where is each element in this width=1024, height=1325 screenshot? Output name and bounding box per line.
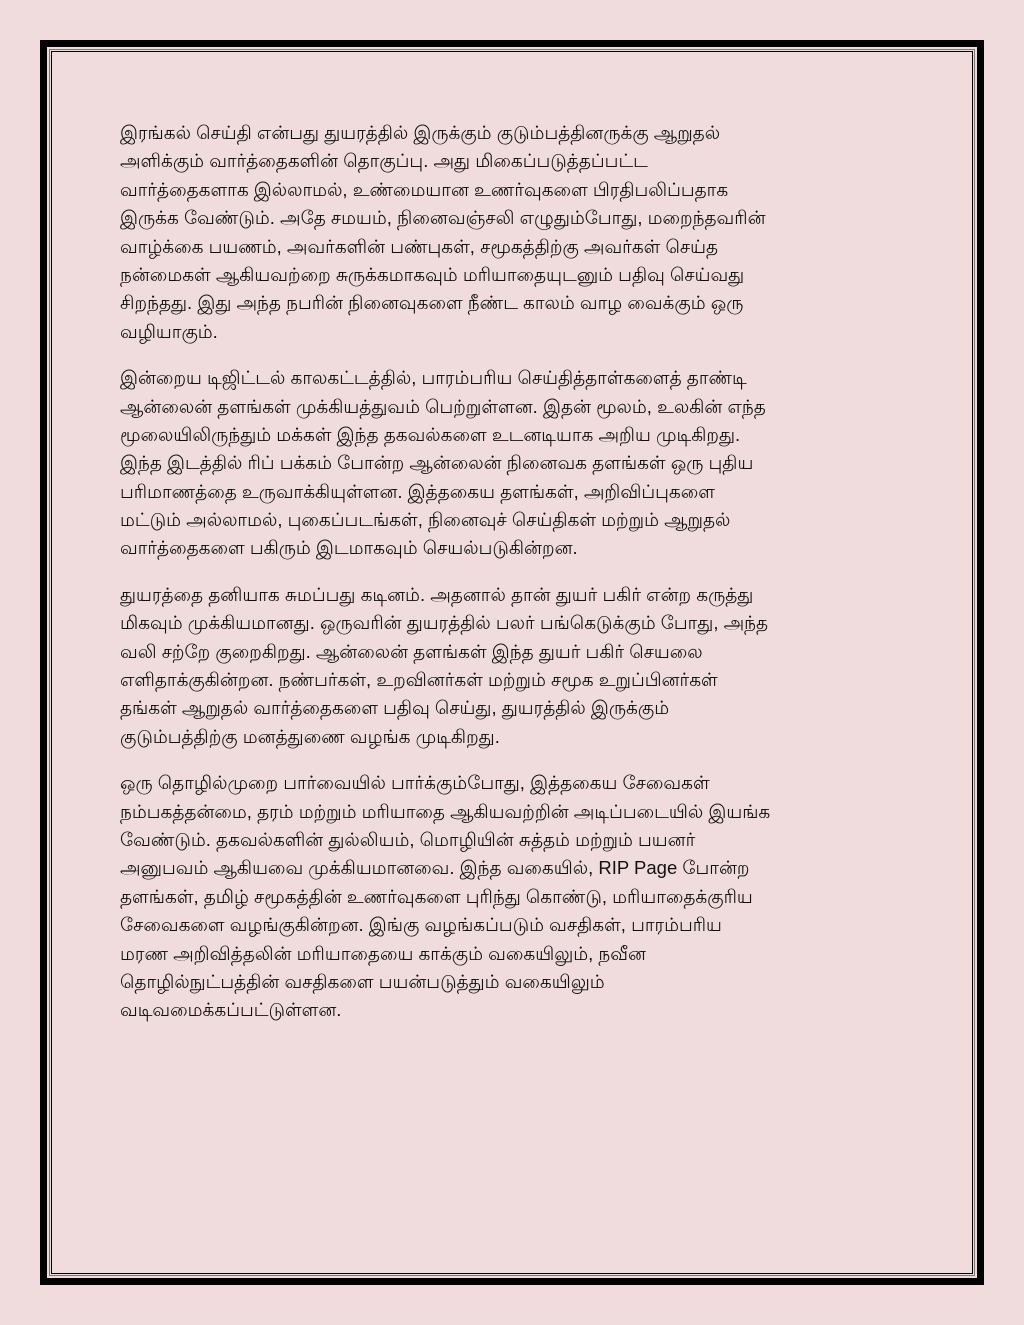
text-line: வாழ்க்கை பயணம், அவர்களின் பண்புகள், சமூகத்திற்கு அவர்கள் செய்த — [120, 235, 719, 257]
document-body — [120, 119, 920, 1043]
text-line: தங்கள் ஆறுதல் வார்த்தைகளை பதிவு செய்து, துயரத்தில் இருக்கும் — [120, 697, 670, 719]
paragraph — [120, 581, 920, 751]
text-line: வழியாகும். — [120, 320, 218, 342]
text-line: தொழில்நுட்பத்தின் வசதிகளை பயன்படுத்தும் வகையிலும் — [120, 970, 605, 992]
text-line: அனுபவம் ஆகியவை முக்கியமானவை. இந்த வகையில், RIP Page போன்ற — [120, 857, 750, 879]
text-line: இருக்க வேண்டும். அதே சமயம், நினைவஞ்சலி எழுதும்போது, மறைந்தவரின் — [120, 207, 766, 229]
text-line: துயரத்தை தனியாக சுமப்பது கடினம். அதனால் தான் துயர் பகிர் என்ற கருத்து — [120, 583, 754, 605]
text-line: மூலையிலிருந்தும் மக்கள் இந்த தகவல்களை உடனடியாக அறிய முடிகிறது. — [120, 423, 741, 445]
text-line: இரங்கல் செய்தி என்பது துயரத்தில் இருக்கும் குடும்பத்தினருக்கு ஆறுதல் — [120, 122, 721, 143]
text-line: ஒரு தொழில்முறை பார்வையில் பார்க்கும்போது, இத்தகைய சேவைகள் — [120, 772, 710, 794]
text-line: வார்த்தைகளை பகிரும் இடமாகவும் செயல்படுகின்றன. — [120, 537, 578, 559]
text-line: ஆன்லைன் தளங்கள் முக்கியத்துவம் பெற்றுள்ளன. இதன் மூலம், உலகின் எந்த — [120, 395, 766, 417]
text-line: இந்த இடத்தில் ரிப் பக்கம் போன்ற ஆன்லைன் நினைவக தளங்கள் ஒரு புதிய — [120, 452, 754, 474]
text-line: சிறந்தது. இது அந்த நபரின் நினைவுகளை நீண்ட காலம் வாழ வைக்கும் ஒரு — [120, 292, 744, 314]
text-line: பரிமாணத்தை உருவாக்கியுள்ளன. இத்தகைய தளங்கள், அறிவிப்புகளை — [120, 480, 715, 502]
text-line: மரண அறிவித்தலின் மரியாதையை காக்கும் வகையிலும், நவீன — [120, 942, 646, 964]
text-line: வலி சற்றே குறைகிறது. ஆன்லைன் தளங்கள் இந்த துயர் பகிர் செயலை — [120, 640, 703, 662]
text-line: எளிதாக்குகின்றன. நண்பர்கள், உறவினர்கள் மற்றும் சமூக உறுப்பினர்கள் — [120, 669, 718, 691]
text-line: அளிக்கும் வார்த்தைகளின் தொகுப்பு. அது மிகைப்படுத்தப்பட்ட — [120, 150, 648, 172]
text-line: தளங்கள், தமிழ் சமூகத்தின் உணர்வுகளை புரிந்து கொண்டு, மரியாதைக்குரிய — [120, 885, 753, 907]
text-line: வேண்டும். தகவல்களின் துல்லியம், மொழியின் சுத்தம் மற்றும் பயனர் — [120, 828, 696, 850]
text-line: நன்மைகள் ஆகியவற்றை சுருக்கமாகவும் மரியாதையுடனும் பதிவு செய்வது — [120, 263, 745, 285]
paragraph — [120, 119, 920, 346]
paragraph — [120, 364, 920, 563]
text-line: மிகவும் முக்கியமானது. ஒருவரின் துயரத்தில் பலர் பங்கெடுக்கும் போது, அந்த — [120, 612, 769, 634]
text-line: சேவைகளை வழங்குகின்றன. இங்கு வழங்கப்படும் வசதிகள், பாரம்பரிய — [120, 914, 722, 936]
text-line: மட்டும் அல்லாமல், புகைப்படங்கள், நினைவுச் செய்திகள் மற்றும் ஆறுதல் — [120, 509, 731, 531]
text-line: குடும்பத்திற்கு மனத்துணை வழங்க முடிகிறது. — [120, 725, 500, 747]
text-line: வார்த்தைகளாக இல்லாமல், உண்மையான உணர்வுகளை பிரதிபலிப்பதாக — [120, 178, 729, 200]
paragraph — [120, 769, 920, 1025]
text-line: இன்றைய டிஜிட்டல் காலகட்டத்தில், பாரம்பரிய செய்தித்தாள்களைத் தாண்டி — [120, 367, 747, 389]
text-line: நம்பகத்தன்மை, தரம் மற்றும் மரியாதை ஆகியவற்றின் அடிப்படையில் இயங்க — [120, 800, 771, 822]
text-line: வடிவமைக்கப்பட்டுள்ளன. — [120, 999, 342, 1021]
